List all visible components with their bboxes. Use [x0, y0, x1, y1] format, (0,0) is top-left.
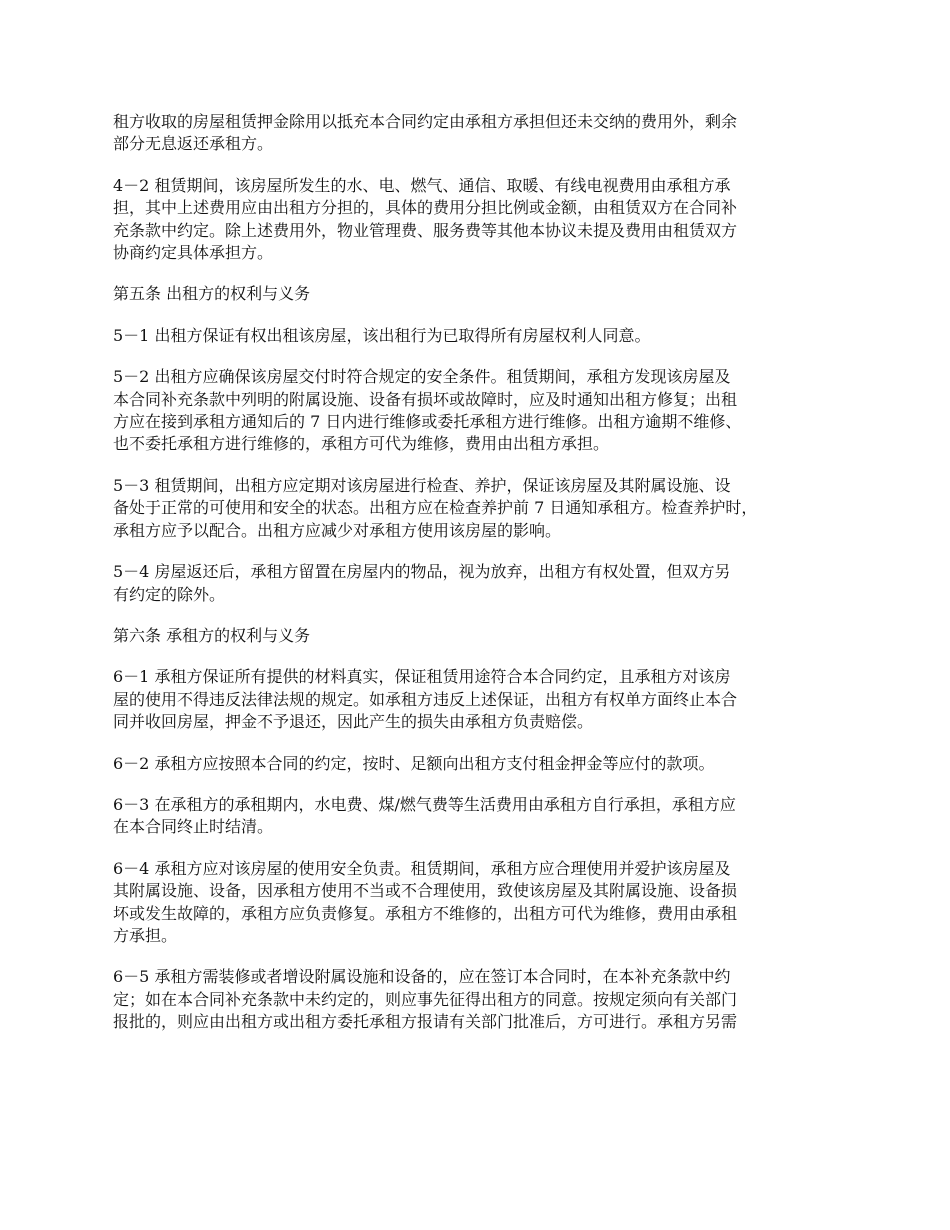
paragraph-6-2: 6－2 承租方应按照本合同的约定，按时、足额向出租方支付租金押金等应付的款项。 [113, 753, 715, 773]
paragraph-5-2: 5－2 出租方应确保该房屋交付时符合规定的安全条件。租赁期间，承租方发现该房屋及 本合同补充条款中列明的附属设施、设备有损坏或故障时，应及时通知出租方修复；出租 方应在接到承租方通知后的 7 日内进行维修或委托承租方进行维修。出租方逾期不维修、 也不委托承租方进行维修的，承租方可代为维修，费用由出租方承担。 [113, 367, 742, 454]
paragraph-4-2: 4－2 租赁期间，该房屋所发生的水、电、燃气、通信、取暖、有线电视费用由承租方承 担，其中上述费用应由出租方分担的，具体的费用分担比例或金额，由租赁双方在合同补 充条款中约定。除上述费用外，物业管理费、服务费等其他本协议未提及费用由租赁双方 协商约定具体承担方。 [113, 175, 738, 263]
paragraph-6-1: 6－1 承租方保证所有提供的材料真实，保证租赁用途符合本合同约定，且承租方对该房 屋的使用不得违反法律法规的规定。如承租方违反上述保证，出租方有权单方面终止本合 同并收回房屋，押金不予退还，因此产生的损失由承租方负责赔偿。 [113, 667, 738, 732]
heading-article-6: 第六条 承租方的权利与义务 [113, 625, 311, 645]
document-body [113, 111, 853, 1053]
paragraph-5-4: 5－4 房屋返还后，承租方留置在房屋内的物品，视为放弃，出租方有权处置，但双方另 有约定的除外。 [113, 562, 731, 604]
heading-article-5: 第五条 出租方的权利与义务 [113, 284, 311, 304]
paragraph-deposit-refund: 租方收取的房屋租赁押金除用以抵充本合同约定由承租方承担但还未交纳的费用外，剩余 部分无息返还承租方。 [113, 112, 738, 154]
paragraph-6-3: 6－3 在承租方的承租期内，水电费、煤/燃气费等生活费用由承租方自行承担，承租方应 在本合同终止时结清。 [113, 794, 736, 837]
paragraph-6-4: 6－4 承租方应对该房屋的使用安全负责。租赁期间，承租方应合理使用并爱护该房屋及 其附属设施、设备，因承租方使用不当或不合理使用，致使该房屋及其附属设施、设备损 坏或发生故障的，承租方应负责修复。承租方不维修的，出租方可代为维修，费用由承租 方承担。 [113, 858, 738, 945]
paragraph-6-5: 6－5 承租方需装修或者增设附属设施和设备的，应在签订本合同时，在本补充条款中约 定；如在本合同补充条款中未约定的，则应事先征得出租方的同意。按规定须向有关部门 报批的，则应由出租方或出租方委托承租方报请有关部门批准后，方可进行。承租方另需 [113, 967, 738, 1032]
paragraph-5-3: 5－3 租赁期间，出租方应定期对该房屋进行检查、养护，保证该房屋及其附属设施、设 备处于正常的可使用和安全的状态。出租方应在检查养护前 7 日通知承租方。检查养护时， 承租方应予以配合。出租方应减少对承租方使用该房屋的影响。 [113, 475, 758, 540]
paragraph-5-1: 5－1 出租方保证有权出租该房屋，该出租行为已取得所有房屋权利人同意。 [113, 325, 651, 345]
